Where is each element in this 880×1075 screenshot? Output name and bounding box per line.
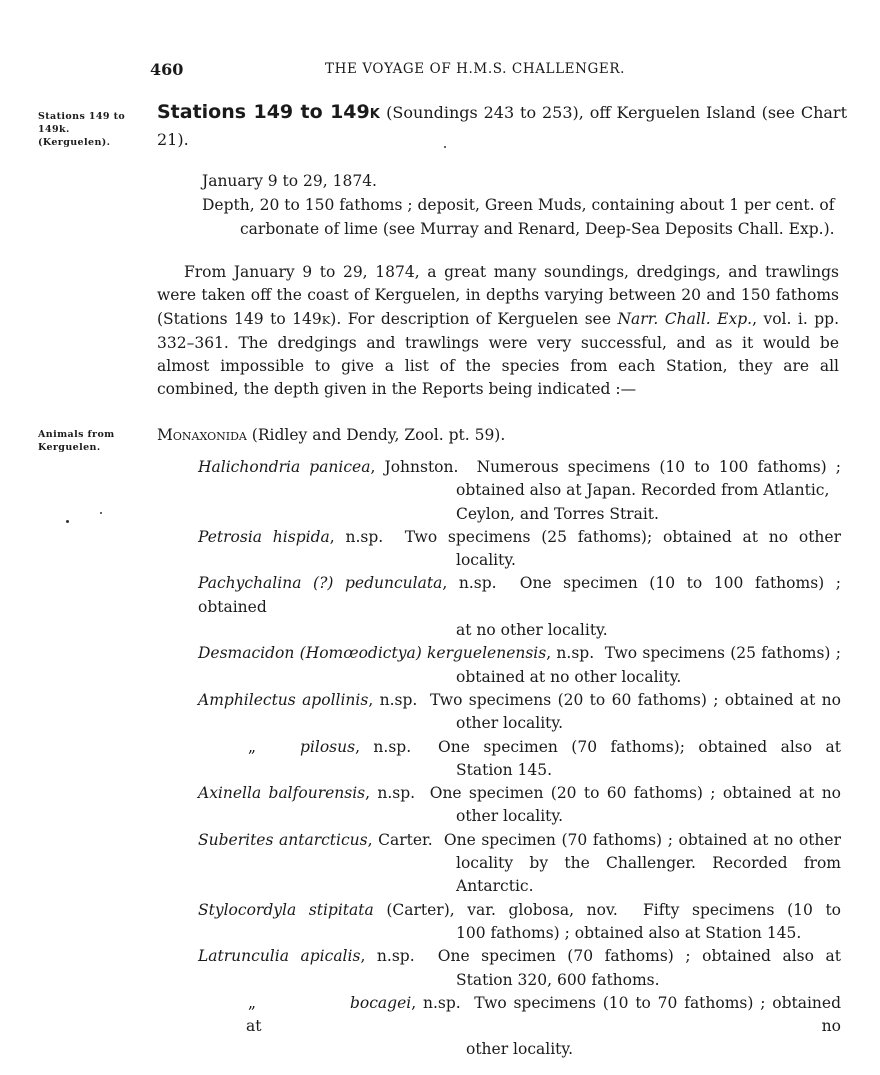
species-note: Two specimens (10 to 70 fathoms) ; obtained at no	[246, 993, 841, 1036]
species-note: Numerous specimens (10 to 100 fathoms) ;	[476, 458, 842, 476]
station-heading-rest: (Soundings 243 to 253), off Kerguelen Island (see Chart 21).	[157, 103, 848, 149]
margin-note-line: Animals from	[38, 429, 115, 440]
description-paragraph	[157, 261, 839, 402]
species-note: Two specimens (20 to 60 fathoms) ; obtained at no	[430, 690, 841, 709]
species-entry	[198, 456, 841, 526]
group-rest: (Ridley and Dendy, Zool. pt. 59).	[246, 426, 506, 444]
species-note-cont: other locality.	[466, 1040, 574, 1059]
species-note-cont: locality by the Challenger. Recorded from	[456, 854, 841, 873]
species-entry	[198, 572, 841, 642]
species-name: Desmacidon (Homœodictya) kerguelenensis	[198, 644, 547, 663]
species-entry	[198, 899, 841, 946]
species-entry	[198, 526, 841, 573]
species-name: Pachychalina (?) pedunculata	[198, 574, 443, 593]
species-entry	[198, 642, 841, 689]
species-authority: , Johnston.	[370, 458, 459, 476]
species-name: Stylocordyla stipitata	[198, 900, 374, 919]
ditto-mark: „	[248, 993, 257, 1012]
species-note: Two specimens (25 fathoms); obtained at no other	[404, 527, 842, 546]
species-name: Axinella balfourensis	[198, 784, 366, 803]
species-note-cont: at no other locality.	[456, 621, 608, 640]
species-note: One specimen (70 fathoms); obtained also at	[438, 737, 841, 756]
species-name: Amphilectus apollinis	[198, 690, 369, 709]
paragraph-text: , vol. i. pp. 332–361. The dredgings and trawlings were very successful, and as it would be almost impossible to give a list of the species from each Station, they are all combined, the depth given in the Reports being indicated :—	[157, 309, 840, 399]
species-entry	[198, 992, 841, 1062]
species-list	[0, 456, 880, 1062]
page-header	[0, 60, 880, 84]
species-note-cont: 100 fathoms) ; obtained also at Station 145.	[456, 923, 802, 942]
species-note-cont: Station 320, 600 fathoms.	[456, 970, 660, 989]
species-authority: , n.sp.	[368, 690, 418, 709]
station-heading-k: K	[369, 107, 381, 122]
species-name: Halichondria panicea	[198, 458, 371, 476]
species-note-cont: Station 145.	[456, 760, 553, 779]
group-name: Monaxonida	[157, 426, 247, 444]
running-title: THE VOYAGE OF H.M.S. CHALLENGER.	[325, 61, 626, 77]
paragraph-text: ). For description of Kerguelen see	[330, 309, 618, 328]
paragraph-k: K	[321, 312, 331, 327]
margin-note-animals	[38, 428, 158, 454]
species-authority: , n.sp.	[365, 784, 416, 803]
page-number: 460	[150, 60, 184, 79]
depth-line: Depth, 20 to 150 fathoms ; deposit, Green Muds, containing about 1 per cent. of carbonate of lime (see Murray and Renard, Deep-Sea Deposits Chall. Exp.).	[202, 196, 835, 238]
species-name: pilosus	[300, 737, 356, 756]
margin-note-stations	[38, 110, 158, 149]
species-entry	[198, 689, 841, 736]
margin-note-line: 149k.	[38, 124, 70, 135]
species-note: One specimen (20 to 60 fathoms) ; obtained at no	[429, 784, 842, 803]
species-authority: , n.sp.	[355, 737, 412, 756]
species-authority: , n.sp.	[329, 527, 384, 546]
speck	[444, 146, 446, 148]
species-entry	[198, 829, 841, 899]
species-authority: (Carter), var. globosa, nov.	[373, 900, 618, 919]
species-authority: , n.sp.	[442, 574, 497, 593]
species-authority: , n.sp.	[360, 947, 415, 966]
group-heading	[157, 426, 505, 444]
species-note: One specimen (70 fathoms) ; obtained at no other	[443, 830, 841, 849]
species-entry	[198, 782, 841, 829]
species-authority: , n.sp.	[411, 993, 461, 1012]
species-note: One specimen (70 fathoms) ; obtained also at	[437, 947, 841, 966]
paragraph-text: From January 9 to 29, 1874, a great many soundings, dredgings, and trawlings were taken off the coast of Kerguelen, in depths varying between 20 and 150 fathoms (Stations 149 to 149	[157, 263, 839, 328]
station-heading	[157, 100, 847, 152]
species-note-cont: other locality.	[456, 714, 564, 733]
species-note-cont: Antarctic.	[456, 877, 534, 896]
species-note: Fifty specimens (10 to	[642, 900, 841, 919]
species-entry	[198, 736, 841, 783]
species-authority: , Carter.	[367, 830, 433, 849]
ditto-mark: „	[248, 737, 257, 756]
species-note: One specimen (10 to 100 fathoms) ; obtained	[198, 574, 841, 616]
species-entry	[198, 945, 841, 992]
species-note: Two specimens (25 fathoms) ;	[604, 644, 841, 663]
species-name: Petrosia hispida	[198, 527, 330, 546]
species-note-cont: obtained also at Japan. Recorded from Atlantic,	[456, 481, 830, 500]
species-note-cont: other locality.	[456, 807, 564, 826]
species-note-cont: Ceylon, and Torres Strait.	[456, 504, 659, 523]
paragraph-citation: Narr. Chall. Exp.	[617, 309, 753, 328]
species-name: Latrunculia apicalis	[198, 947, 361, 966]
station-heading-bold: Stations 149 to 149	[157, 101, 370, 123]
margin-note-line: Kerguelen.	[38, 442, 101, 453]
margin-note-line: (Kerguelen).	[38, 137, 111, 148]
dateline: January 9 to 29, 1874.	[202, 172, 377, 190]
margin-note-line: Stations 149 to	[38, 111, 126, 122]
species-name: bocagei	[350, 993, 412, 1012]
species-authority: , n.sp.	[546, 644, 595, 663]
species-note-cont: locality.	[456, 551, 516, 570]
species-note-cont: obtained at no other locality.	[456, 667, 682, 686]
species-name: Suberites antarcticus	[198, 830, 368, 849]
